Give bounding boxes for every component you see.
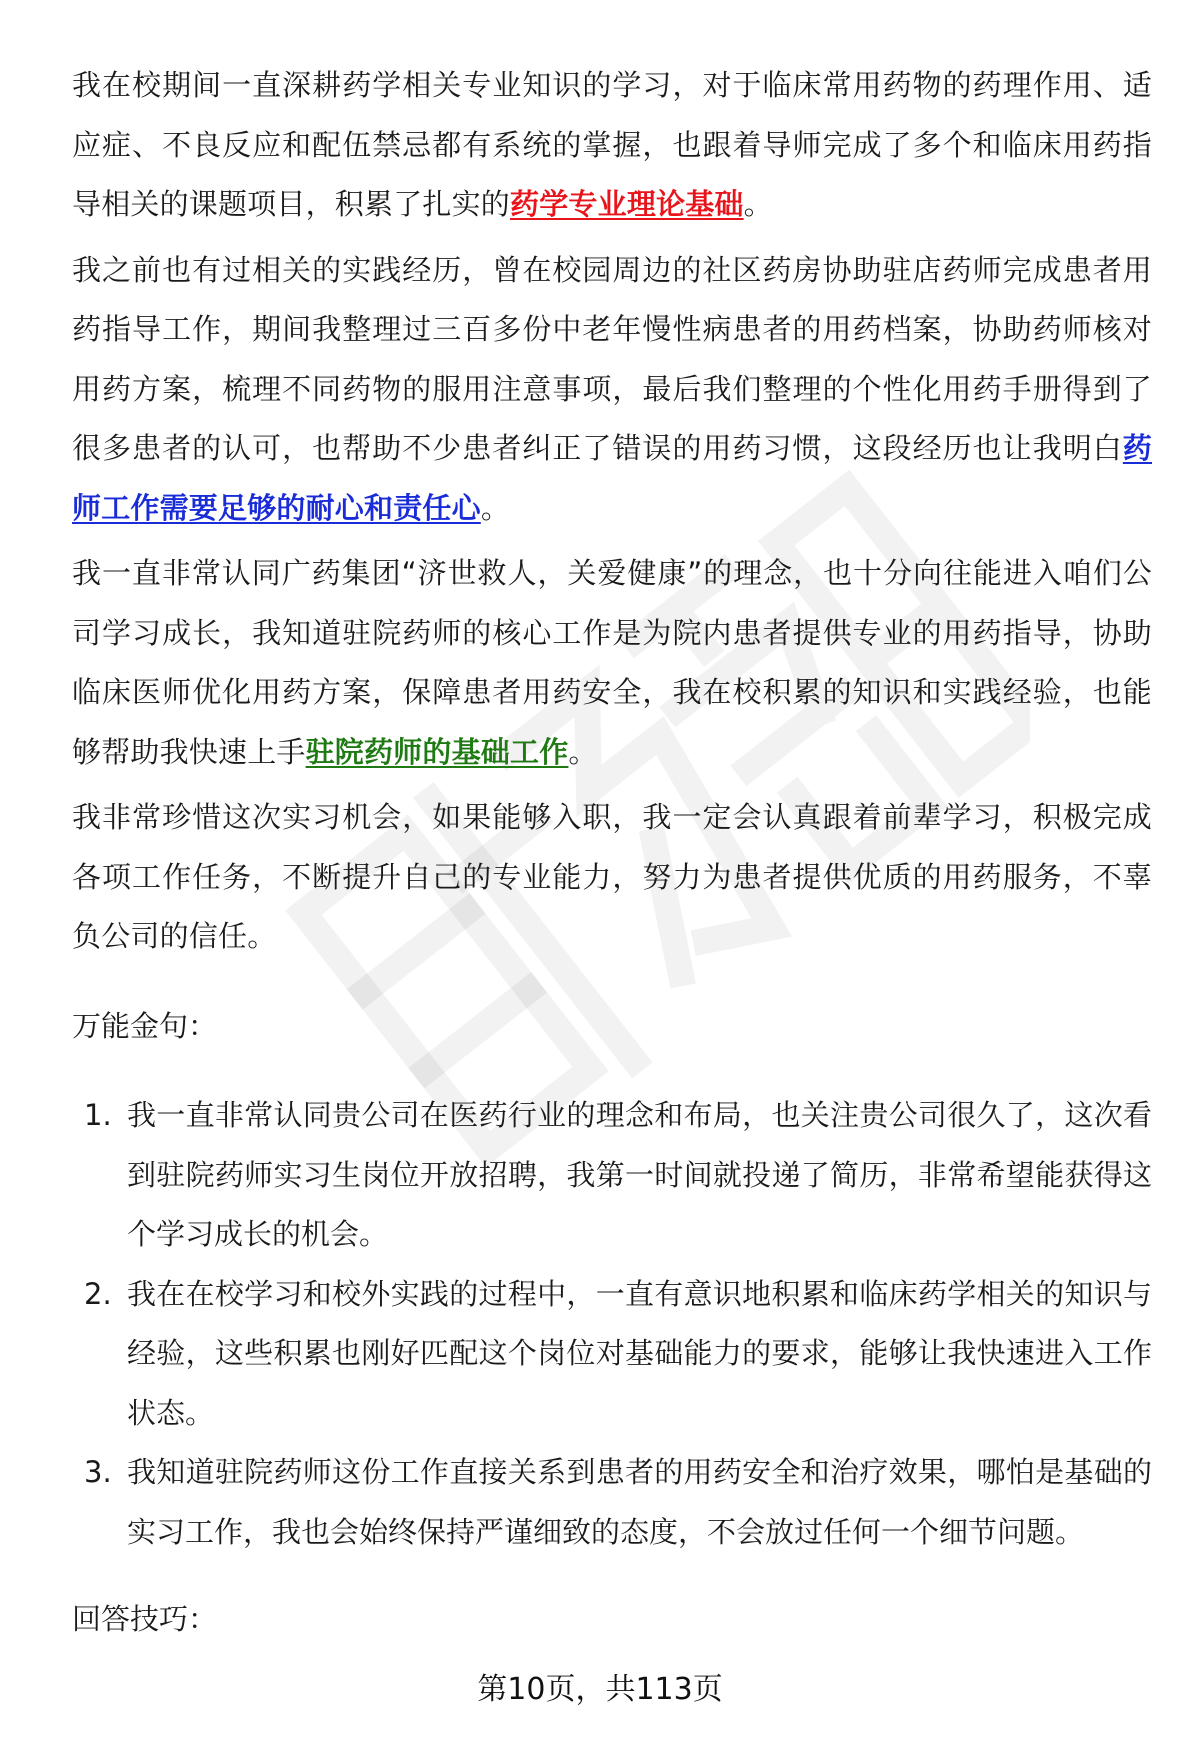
paragraph-text: 我非常珍惜这次实习机会，如果能够入职，我一定会认真跟着前辈学习，积极完成各项工作任务，不断提升自己的专业能力，努力为患者提供优质的用药服务，不辜负公司的信任。 — [72, 800, 1152, 953]
paragraph-2 — [72, 241, 1152, 539]
paragraph-end: 。 — [568, 734, 598, 769]
list-item-text: 我在在校学习和校外实践的过程中，一直有意识地积累和临床药学相关的知识与经验，这些积累也刚好匹配这个岗位对基础能力的要求，能够让我快速进入工作状态。 — [127, 1276, 1152, 1430]
paragraph-text: 我之前也有过相关的实践经历，曾在校园周边的社区药房协助驻店药师完成患者用药指导工作，期间我整理过三百多份中老年慢性病患者的用药档案，协助药师核对用药方案，梳理不同药物的服用注意事项，最后我们整理的个性化用药手册得到了很多患者的认可，也帮助不少患者纠正了错误的用药习惯，这段经历也让我明白 — [72, 252, 1152, 465]
paragraph-1 — [72, 56, 1152, 235]
list-item-number: 2. — [84, 1276, 112, 1311]
list-item — [72, 1265, 1152, 1444]
golden-sentences-list — [72, 1086, 1152, 1562]
document-body — [72, 56, 1152, 1650]
list-item-number: 1. — [84, 1098, 112, 1132]
list-item-text: 我一直非常认同贵公司在医药行业的理念和布局，也关注贵公司很久了，这次看到驻院药师实习生岗位开放招聘，我第一时间就投递了简历，非常希望能获得这个学习成长的机会。 — [127, 1098, 1152, 1251]
highlight-patience-responsibility: 药师工作需要足够的耐心和责任心 — [72, 431, 1152, 525]
golden-sentences-heading: 万能金句： — [72, 1008, 218, 1043]
paragraph-4 — [72, 788, 1152, 967]
paragraph-text: 我一直非常认同广药集团“济世救人，关爱健康”的理念，也十分向往能进入咱们公司学习成长，我知道驻院药师的核心工作是为院内患者提供专业的用药指导，协助临床医师优化用药方案，保障患者用药安全，我在校积累的知识和实践经验，也能够帮助我快速上手 — [72, 556, 1152, 769]
page-number-footer: 第10页，共113页 — [477, 1672, 723, 1707]
highlight-basic-work: 驻院药师的基础工作 — [305, 734, 569, 769]
paragraph-end: 。 — [480, 490, 511, 525]
paragraph-text: 我在校期间一直深耕药学相关专业知识的学习，对于临床常用药物的药理作用、适应症、不良反应和配伍禁忌都有系统的掌握，也跟着导师完成了多个和临床用药指导相关的课题项目，积累了扎实的 — [72, 68, 1152, 221]
list-item — [72, 1086, 1152, 1265]
highlight-theory-foundation: 药学专业理论基础 — [510, 187, 744, 221]
list-item — [72, 1443, 1152, 1562]
paragraph-3 — [72, 544, 1152, 782]
list-item-number: 3. — [84, 1455, 112, 1489]
list-item-text: 我知道驻院药师这份工作直接关系到患者的用药安全和治疗效果，哪怕是基础的实习工作，我也会始终保持严谨细致的态度，不会放过任何一个细节问题。 — [127, 1455, 1152, 1549]
paragraph-end: 。 — [743, 187, 773, 221]
answer-tips-heading: 回答技巧： — [72, 1602, 218, 1636]
